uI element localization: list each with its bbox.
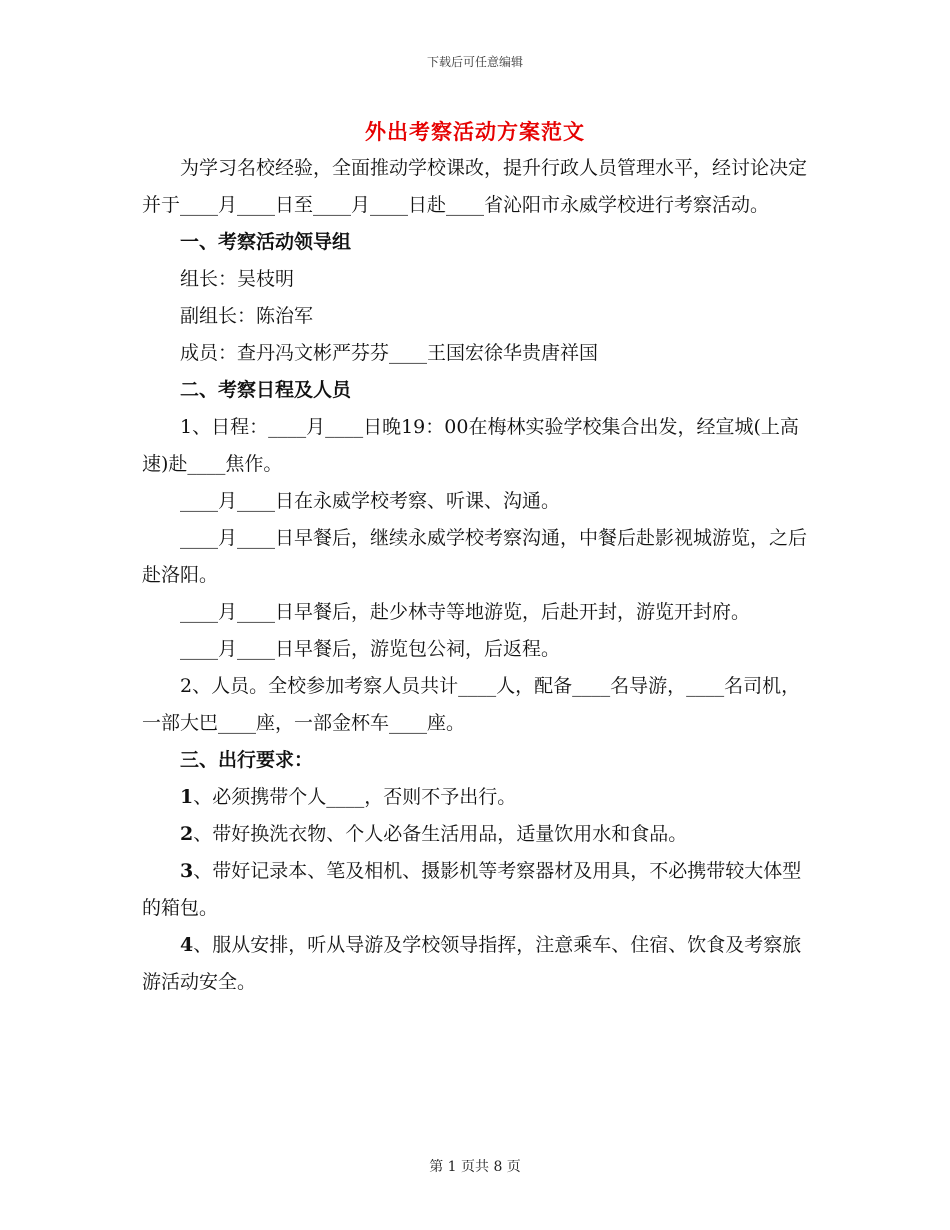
requirement-item — [142, 927, 810, 1001]
schedule-day-3: ____月____日早餐后，继续永威学校考察沟通，中餐后赴影视城游览，之后赴洛阳。 — [142, 527, 808, 586]
requirement-number: 4 — [180, 934, 194, 956]
requirement-text: 、必须携带个人____，否则不予出行。 — [193, 786, 517, 808]
requirement-item — [142, 853, 810, 927]
requirement-number: 1 — [180, 786, 194, 808]
requirement-text: 、带好记录本、笔及相机、摄影机等考察器材及用具，不必携带较大体型的箱包。 — [142, 860, 802, 919]
requirement-number: 2 — [180, 823, 194, 845]
requirement-item — [142, 779, 810, 816]
personnel-paragraph: 2、人员。全校参加考察人员共计____人，配备____名导游，____名司机，一部大巴____座，一部金杯车____座。 — [142, 675, 801, 734]
members-line: 成员：查丹冯文彬严芬芬____王国宏徐华贵唐祥国 — [180, 342, 599, 364]
document-body — [142, 150, 810, 1001]
intro-paragraph: 为学习名校经验，全面推动学校课改，提升行政人员管理水平，经讨论决定并于____月____日至____月____日赴____省沁阳市永威学校进行考察活动。 — [142, 157, 808, 216]
requirement-number: 3 — [180, 860, 194, 882]
schedule-day-2: ____月____日在永威学校考察、听课、沟通。 — [180, 490, 561, 512]
requirement-text: 、服从安排，听从导游及学校领导指挥，注意乘车、住宿、饮食及考察旅游活动安全。 — [142, 934, 802, 993]
schedule-day-4: ____月____日早餐后，赴少林寺等地游览，后赴开封，游览开封府。 — [180, 601, 751, 623]
section-heading-leadership: 一、考察活动领导组 — [180, 231, 352, 253]
leader-line: 组长：吴枝明 — [180, 268, 295, 290]
requirement-text: 、带好换洗衣物、个人必备生活用品，适量饮用水和食品。 — [193, 823, 688, 845]
schedule-day-1: 1、日程：____月____日晚19：00在梅林实验学校集合出发，经宣城(上高速)赴____焦作。 — [142, 416, 799, 475]
schedule-day-5: ____月____日早餐后，游览包公祠，后返程。 — [180, 638, 561, 660]
requirement-item — [142, 816, 810, 853]
section-heading-schedule: 二、考察日程及人员 — [180, 379, 352, 401]
document-title: 外出考察活动方案范文 — [365, 119, 585, 144]
page-footer: 第 1 页共 8 页 — [429, 1159, 521, 1175]
header-note: 下载后可任意编辑 — [426, 55, 523, 69]
section-heading-requirements: 三、出行要求： — [180, 749, 314, 771]
deputy-leader-line: 副组长：陈治军 — [180, 305, 314, 327]
